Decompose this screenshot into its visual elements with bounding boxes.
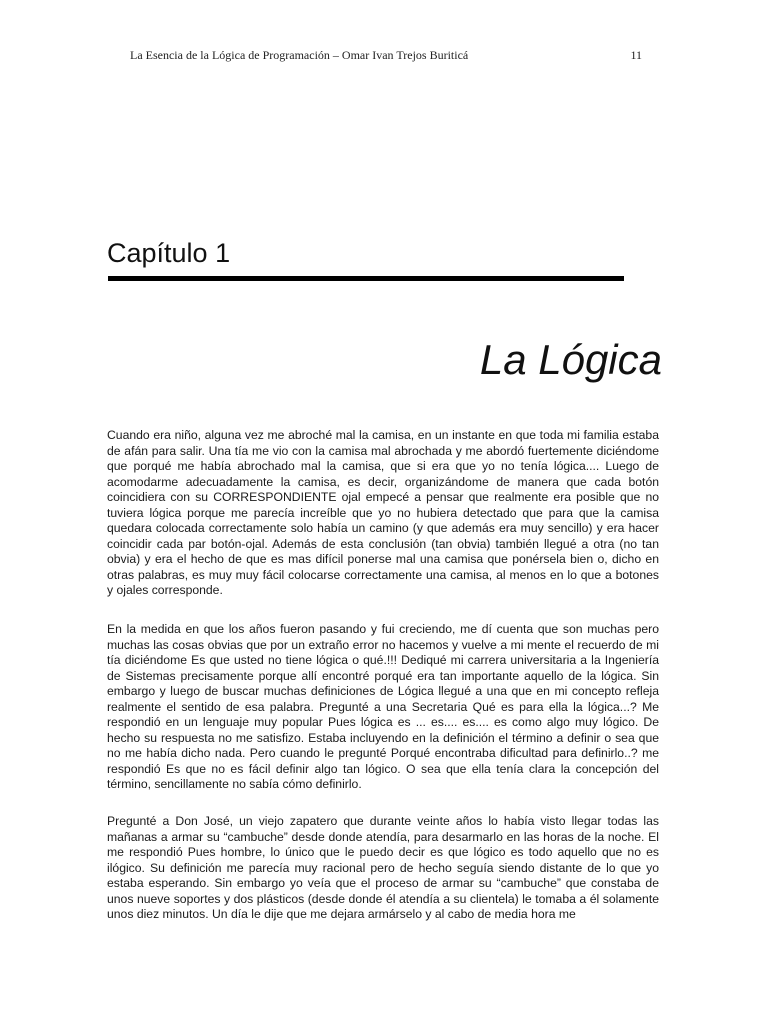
chapter-title: La Lógica bbox=[479, 336, 662, 383]
chapter-label: Capítulo 1 bbox=[107, 238, 231, 268]
body-paragraph-3: Pregunté a Don José, un viejo zapatero que durante veinte años lo había visto llegar todas las mañanas a armar su “cambuche” desde donde atendía, para desarmarlo en las horas de la noche. El me respondió Pues hombre, lo único que le puedo decir es que lógico es todo aquello que no es ilógico. Su definición me parecía muy racional pero de hecho seguía siendo distante de lo que yo estaba esperando. Sin embargo yo veía que el proceso de armar su “cambuche” que constaba de unos nueve soportes y dos plásticos (desde donde él atendía a su clientela) le tomaba a él solamente unos diez minutos. Un día le dije que me dejara armárselo y al cabo de media hora me bbox=[107, 814, 659, 921]
body-paragraph-2: En la medida en que los años fueron pasando y fui creciendo, me dí cuenta que son muchas pero muchas las cosas obvias que por un extraño error no hacemos y vuelve a mi mente el recuerdo de mi tía diciéndome Es que usted no tiene lógica o qué.!!! Dediqué mi carrera universitaria a la Ingeniería de Sistemas precisamente porque allí encontré porqué era tan importante aquello de la lógica. Sin embargo y luego de buscar muchas definiciones de Lógica llegué a una que en mi concepto refleja realmente el sentido de esa palabra. Pregunté a una Secretaria Qué es para ella la lógica...? Me respondió en un lenguaje muy popular Pues lógica es ... es.... es.... es como algo muy lógico. De hecho su respuesta no me satisfizo. Estaba incluyendo en la definición el término a definir o sea que no me había dicho nada. Pero cuando le pregunté Porqué encontraba dificultad para definirlo..? me respondió Es que no es fácil definir algo tan lógico. O sea que ella tenía clara la concepción del término, sencillamente no sabía cómo definirlo. bbox=[107, 622, 659, 791]
chapter-divider bbox=[108, 276, 624, 281]
header-book-title: La Esencia de la Lógica de Programación – Omar Ivan Trejos Buriticá bbox=[130, 48, 469, 62]
page-number: 11 bbox=[630, 48, 642, 62]
body-paragraph-1: Cuando era niño, alguna vez me abroché mal la camisa, en un instante en que toda mi familia estaba de afán para salir. Una tía me vio con la camisa mal abrochada y me abordó fuertemente diciéndome que porqué me había abrochado mal la camisa, que si era que yo no tenía lógica.... Luego de acomodarme adecuadamente la camisa, es decir, organizándome de manera que cada botón coincidiera con su CORRESPONDIENTE ojal empecé a pensar que realmente era posible que no tuviera lógica porque me parecía increíble que yo no hubiera detectado que para que la camisa quedara colocada correctamente solo había un camino (y que además era muy sencillo) y era hacer coincidir cada par botón-ojal. Además de esta conclusión (tan obvia) también llegué a otra (no tan obvia) y era el hecho de que es mas difícil ponerse mal una camisa que ponérsela bien o, dicho en otras palabras, es muy muy fácil colocarse correctamente una camisa, al menos en lo que a botones y ojales corresponde. bbox=[107, 428, 659, 597]
